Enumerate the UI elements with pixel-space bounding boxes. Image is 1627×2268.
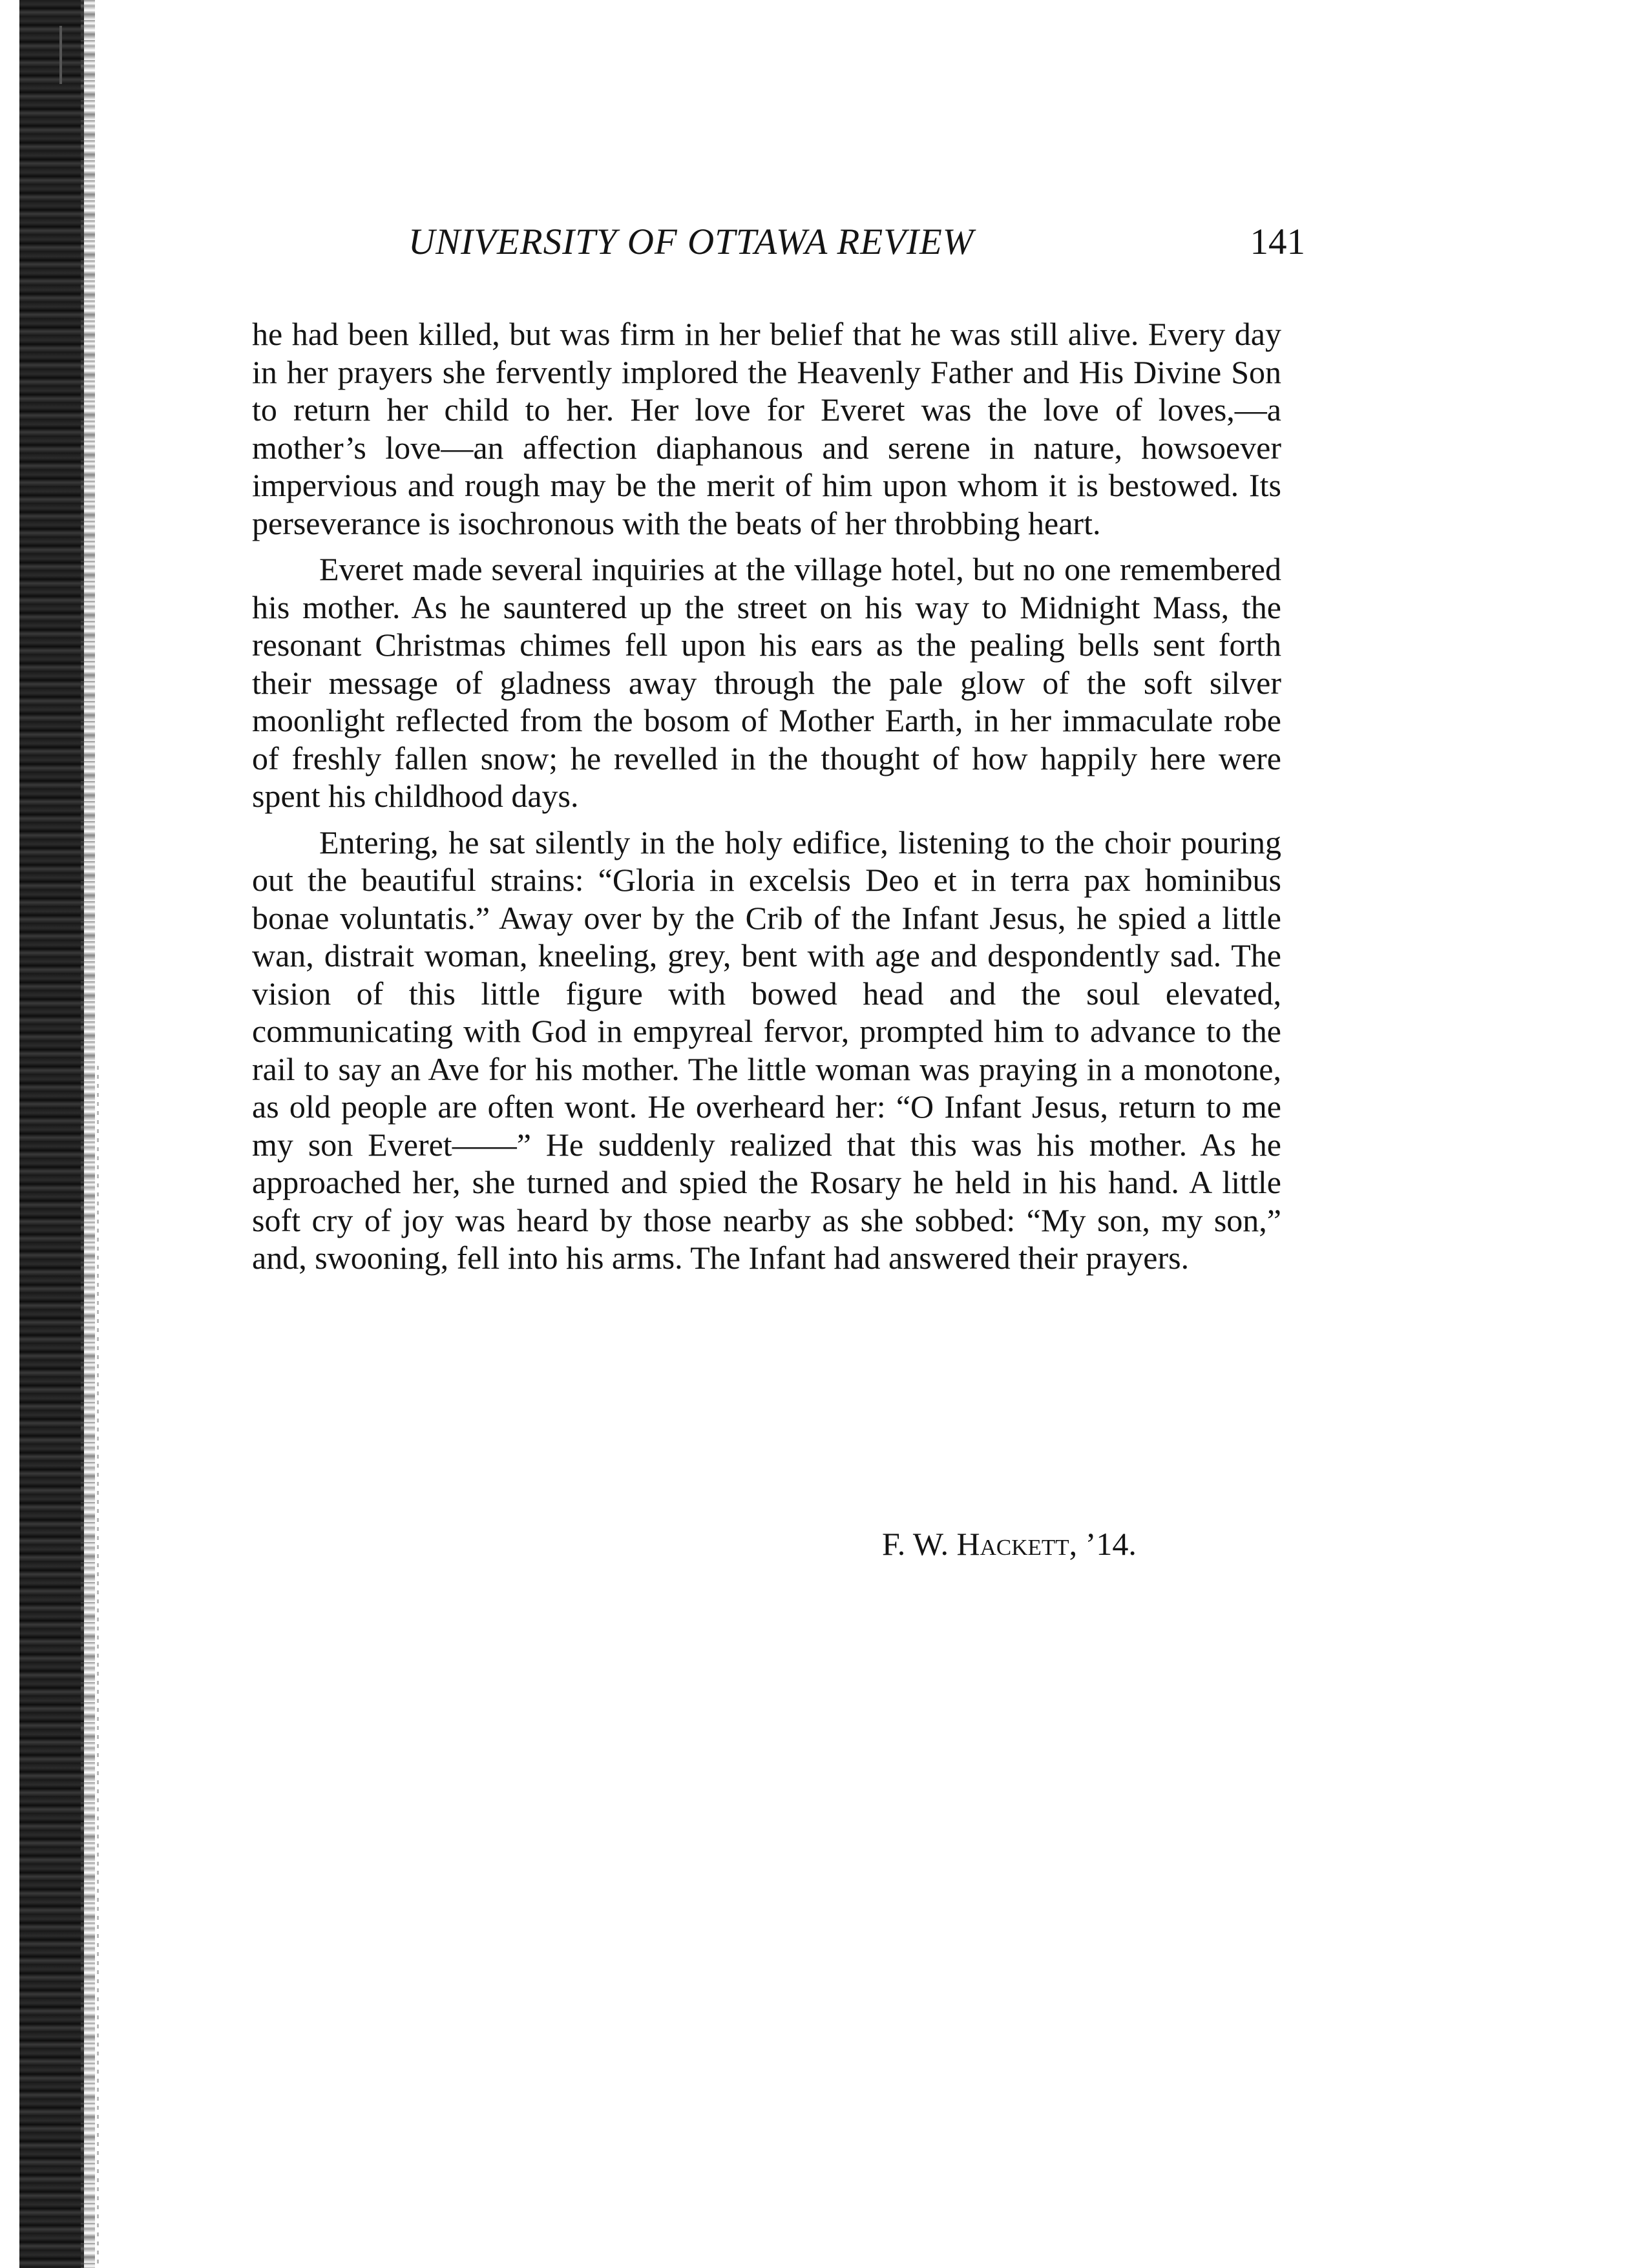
- author-signature: [882, 1524, 1137, 1563]
- binding-edge: [0, 0, 113, 2268]
- binding-frayed-edge: [81, 0, 95, 2268]
- binding-shadow: [19, 0, 84, 2268]
- author-surname: Hackett,: [956, 1526, 1078, 1562]
- page-number: 141: [1250, 222, 1305, 262]
- article-body: [252, 315, 1281, 1285]
- binding-top-mark: [59, 26, 62, 84]
- paragraph-3: Entering, he sat silently in the holy edifice, listening to the choir pouring out the beautiful strains: “Gloria in excelsis Deo et in terra pax hominibus bonae voluntatis.” Away over by the Crib of the Infant Jesus, he spied a little wan, distrait woman, kneeling, grey, bent with age and despondently sad. The vision of this little figure with bowed head and the soul elevated, communicating with God in empyreal fervor, prompted him to advance to the rail to say an Ave for his mother. The little woman was praying in a monotone, as old people are often wont. He overheard her: “O Infant Jesus, return to me my son Everet——” He suddenly realized that this was his mother. As he approached her, she turned and spied the Rosary he held in his hand. A little soft cry of joy was heard by those nearby as she sobbed: “My son, my son,” and, swooning, fell into his arms. The Infant had answered their prayers.: [252, 824, 1281, 1276]
- binding-faint-line: [97, 1066, 99, 2267]
- author-initials: F. W.: [882, 1526, 949, 1562]
- paragraph-2: Everet made several inquiries at the village hotel, but no one remembered his mother. As he sauntered up the street on his way to Midnight Mass, the resonant Christmas chimes fell upon his ears as the pealing bells sent forth their message of gladness away through the pale glow of the soft silver moonlight reflected from the bosom of Mother Earth, in her immaculate robe of freshly fallen snow; he revelled in the thought of how happily here were spent his childhood days.: [252, 551, 1281, 814]
- author-year: ’14.: [1085, 1526, 1137, 1562]
- page-header: [388, 216, 1305, 268]
- running-title: UNIVERSITY OF OTTAWA REVIEW: [408, 222, 974, 262]
- paragraph-1: he had been killed, but was firm in her belief that he was still alive. Every day in her prayers she fervently implored the Heavenly Father and His Divine Son to return her child to her. Her love for Everet was the love of loves,—a mother’s love—an affection diaphanous and serene in nature, howsoever impervious and rough may be the merit of him upon whom it is bestowed. Its perseverance is isochronous with the beats of her throbbing heart.: [252, 316, 1281, 541]
